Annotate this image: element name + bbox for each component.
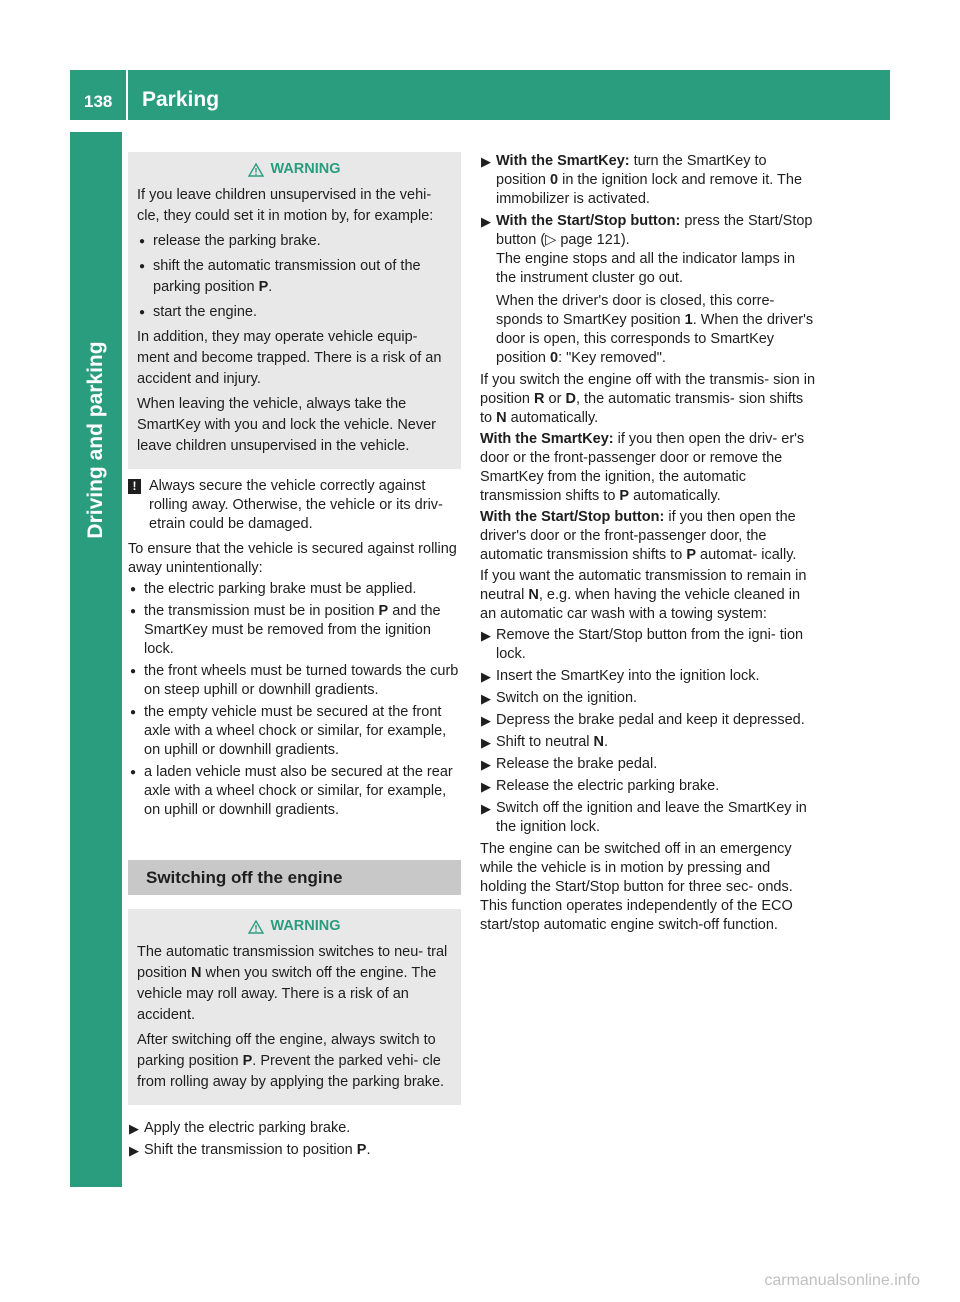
section-heading: Switching off the engine bbox=[128, 860, 461, 895]
list-item: ● start the engine. bbox=[137, 302, 452, 323]
paragraph: If you switch the engine off with the transmis- sion in position R or D, the automatic transmis- sion shifts to N automatically. bbox=[480, 372, 816, 426]
list-item: ● the front wheels must be turned towards the curb on steep uphill or downhill gradients. bbox=[128, 662, 461, 700]
watermark: carmanualsonline.info bbox=[764, 1272, 920, 1289]
arrow-icon: ▶ bbox=[481, 669, 491, 684]
step-item: ▶ Apply the electric parking brake. bbox=[129, 1120, 351, 1136]
warning-paragraph: After switching off the engine, always switch to parking position P. Prevent the parked vehi- cle from rolling away by applying the parking brake. bbox=[137, 1032, 445, 1090]
step-item: ▶ Switch on the ignition. bbox=[481, 690, 638, 706]
step-item: ▶ With the SmartKey: turn the SmartKey to position 0 in the ignition lock and remove it. The immobilizer is activated. bbox=[481, 153, 803, 207]
step-item: ▶ Switch off the ignition and leave the SmartKey in the ignition lock. bbox=[481, 800, 807, 835]
warning-intro: If you leave children unsupervised in the vehi- cle, they could set it in motion by, for example: bbox=[137, 187, 434, 224]
side-tab bbox=[70, 132, 122, 1187]
warning-paragraph: When leaving the vehicle, always take the SmartKey with you and lock the vehicle. Never leave children unsupervised in the vehicle. bbox=[137, 396, 436, 454]
warning-triangle-icon bbox=[248, 920, 264, 934]
exclamation-icon: ! bbox=[128, 479, 141, 494]
arrow-icon: ▶ bbox=[481, 779, 491, 794]
arrow-icon: ▶ bbox=[481, 691, 491, 706]
warning-paragraph: In addition, they may operate vehicle equip- ment and become trapped. There is a risk of an accident and injury. bbox=[137, 329, 442, 387]
step-item: ▶ Shift the transmission to position P. bbox=[129, 1142, 371, 1158]
step-item: ▶ Release the electric parking brake. bbox=[481, 778, 720, 794]
list-item: ● the empty vehicle must be secured at the front axle with a wheel chock or similar, for example, on uphill or downhill gradients. bbox=[128, 703, 461, 760]
step-item: ▶ Shift to neutral N. bbox=[481, 734, 609, 750]
warning-title: WARNING bbox=[270, 918, 341, 934]
list-item: ● release the parking brake. bbox=[137, 231, 452, 252]
side-tab-label bbox=[80, 300, 112, 580]
paragraph: If you want the automatic transmission to remain in neutral N, e.g. when having the vehicle cleaned in an automatic car wash with a towing system: bbox=[480, 568, 807, 622]
warning-title: WARNING bbox=[270, 161, 341, 177]
left-column bbox=[128, 152, 461, 1163]
list-item: ● the transmission must be in position P and the SmartKey must be removed from the ignition lock. bbox=[128, 602, 461, 659]
page-title: Parking bbox=[142, 88, 220, 111]
paragraph: To ensure that the vehicle is secured against rolling away unintentionally: bbox=[128, 541, 457, 576]
paragraph: With the Start/Stop button: if you then open the driver's door or the front-passenger door, the automatic transmission shifts to P automat- ically. bbox=[480, 509, 797, 563]
step-item: ▶ Release the brake pedal. bbox=[481, 756, 658, 772]
arrow-icon: ▶ bbox=[129, 1121, 139, 1136]
warning-box-engine bbox=[128, 909, 461, 1105]
step-item: ▶ Depress the brake pedal and keep it depressed. bbox=[481, 712, 805, 728]
paragraph: The engine can be switched off in an emergency while the vehicle is in motion by pressing and holding the Start/Stop button for three sec- onds. This function operates independently of the ECO start/stop automatic engine switch-off function. bbox=[480, 841, 793, 933]
warning-heading bbox=[137, 160, 452, 179]
arrow-icon: ▶ bbox=[481, 214, 491, 229]
step-item: ▶ Insert the SmartKey into the ignition lock. bbox=[481, 668, 760, 684]
arrow-icon: ▶ bbox=[481, 628, 491, 643]
warning-paragraph: The automatic transmission switches to neu- tral position N when you switch off the engine. The vehicle may roll away. There is a risk of an accident. bbox=[137, 944, 448, 1023]
list-item: ● a laden vehicle must also be secured at the rear axle with a wheel chock or similar, for example, on uphill or downhill gradients. bbox=[128, 763, 461, 820]
note-damage bbox=[128, 477, 461, 534]
arrow-icon: ▶ bbox=[129, 1143, 139, 1158]
right-column bbox=[480, 152, 815, 937]
warning-heading bbox=[137, 917, 452, 936]
list-item: ● shift the automatic transmission out of the parking position P. bbox=[137, 256, 452, 298]
arrow-icon: ▶ bbox=[481, 801, 491, 816]
warning-triangle-icon bbox=[248, 163, 264, 177]
arrow-icon: ▶ bbox=[481, 757, 491, 772]
step-item: ▶ With the Start/Stop button: press the Start/Stop button (▷ page 121). The engine stops and all the indicator lamps in the instrument cluster go out. When the driver's door is closed, this corre- sponds to SmartKey position 1. When the driver's door is open, this corresponds to SmartKey position 0: "Key removed". bbox=[481, 213, 814, 366]
warning-box-children bbox=[128, 152, 461, 469]
step-item: ▶ Remove the Start/Stop button from the igni- tion lock. bbox=[481, 627, 804, 662]
step-detail: The engine stops and all the indicator lamps in the instrument cluster go out. bbox=[496, 251, 796, 286]
list-item: ● the electric parking brake must be applied. bbox=[128, 580, 461, 599]
page-ref-icon: ▷ bbox=[545, 232, 557, 248]
step-detail: When the driver's door is closed, this corre- sponds to SmartKey position 1. When the driver's door is open, this corresponds to SmartKey position 0: "Key removed". bbox=[496, 293, 814, 366]
arrow-icon: ▶ bbox=[481, 154, 491, 169]
note-text: Always secure the vehicle correctly against rolling away. Otherwise, the vehicle or its driv- etrain could be damaged. bbox=[149, 478, 443, 532]
page-number: 138 bbox=[84, 92, 113, 111]
side-tab-text: Driving and parking bbox=[84, 341, 107, 539]
paragraph: With the SmartKey: if you then open the driv- er's door or the front-passenger door or remove the SmartKey from the ignition, the automatic transmission shifts to P automatically. bbox=[480, 431, 805, 504]
arrow-icon: ▶ bbox=[481, 713, 491, 728]
arrow-icon: ▶ bbox=[481, 735, 491, 750]
header-divider bbox=[126, 70, 128, 120]
